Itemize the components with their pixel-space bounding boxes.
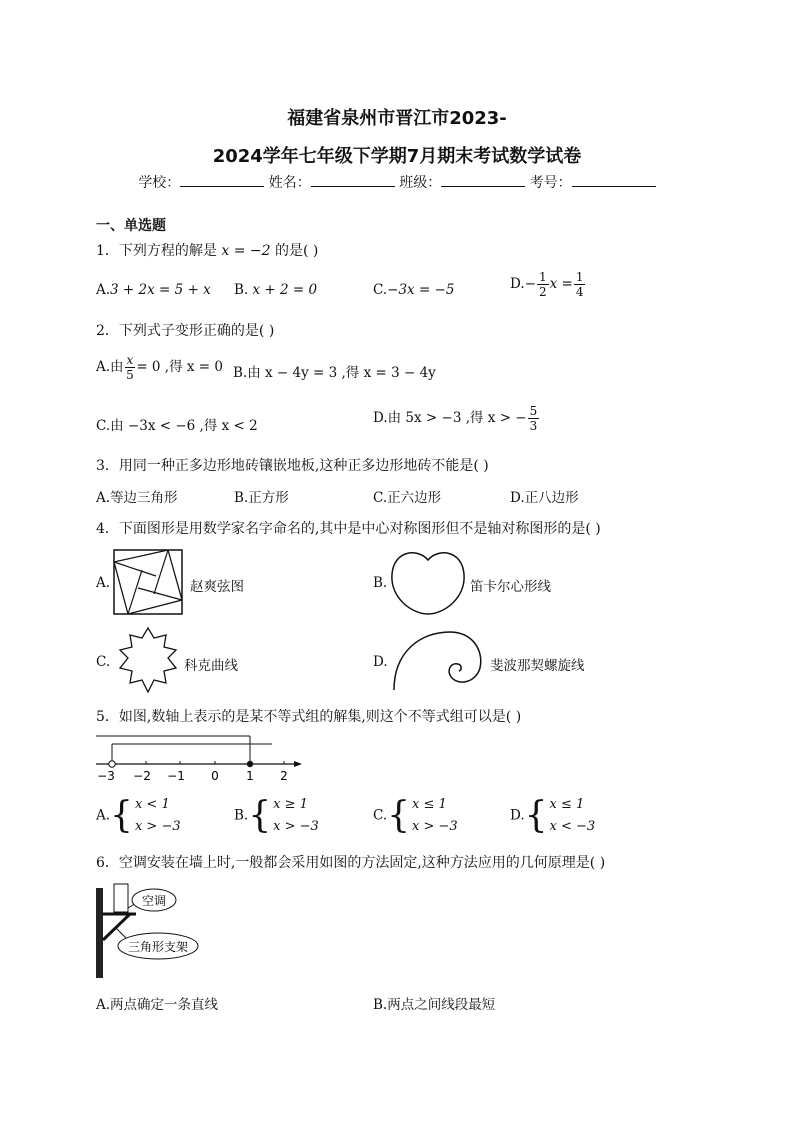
q1-d-num2: 1 xyxy=(575,270,584,284)
q5-d-label: D. xyxy=(510,807,525,824)
q1-c-text: −3x = −5 xyxy=(387,282,455,298)
q5-a-line2: x > −3 xyxy=(134,819,181,834)
tick-label: −1 xyxy=(167,769,185,783)
tick-label: −3 xyxy=(97,769,115,783)
q1-option-c[interactable] xyxy=(373,282,454,298)
q2-option-a[interactable] xyxy=(96,353,223,382)
question-2-stem: 2．下列式子变形正确的是( ) xyxy=(96,323,275,339)
q2-option-d[interactable] xyxy=(373,404,540,433)
q5-c-line1: x ≤ 1 xyxy=(412,797,447,812)
q5-d-line1: x ≤ 1 xyxy=(549,797,585,812)
tick-label: 2 xyxy=(280,769,288,783)
q5-b-line1: x ≥ 1 xyxy=(273,797,308,812)
q1-c-label: C. xyxy=(373,282,388,298)
number-line xyxy=(92,732,306,784)
school-blank[interactable] xyxy=(180,174,264,187)
q3-option-d[interactable]: D.正八边形 xyxy=(510,490,579,506)
student-info-line xyxy=(0,172,794,192)
q4-c-label[interactable]: C. xyxy=(96,654,111,670)
q2-a-post: = 0 ,得 x = 0 xyxy=(136,359,223,375)
name-label: 姓名： xyxy=(268,175,311,191)
class-blank[interactable] xyxy=(441,174,525,187)
bracket-callout-label: 三角形支架 xyxy=(127,940,189,954)
q4-b-text: 笛卡尔心形线 xyxy=(470,579,551,595)
school-label: 学校： xyxy=(138,175,181,191)
q6-option-b[interactable]: B.两点之间线段最短 xyxy=(373,997,496,1013)
q5-d-line2: x < −3 xyxy=(549,819,596,834)
question-1-stem xyxy=(96,240,318,260)
q5-a-system: { x < 1 x > −3 xyxy=(110,795,181,836)
q3-option-a[interactable]: A.等边三角形 xyxy=(96,490,178,506)
q4-a-text: 赵爽弦图 xyxy=(190,579,244,595)
closed-endpoint xyxy=(247,761,253,767)
q1-a-label: A. xyxy=(96,282,111,298)
q5-option-d[interactable] xyxy=(510,794,595,838)
q5-c-label: C. xyxy=(373,807,388,824)
q3-option-b[interactable]: B.正方形 xyxy=(234,490,289,506)
q5-option-c[interactable] xyxy=(373,794,458,838)
q1-option-b[interactable] xyxy=(234,282,317,298)
q2-d-frac xyxy=(528,404,540,433)
exam-number-blank[interactable] xyxy=(572,174,656,187)
fibonacci-spiral xyxy=(390,628,486,694)
q4-d-text: 斐波那契螺旋线 xyxy=(490,658,585,674)
q1-d-den1: 2 xyxy=(538,285,547,299)
q4-d-label[interactable]: D. xyxy=(373,654,388,670)
q1-d-frac1 xyxy=(537,270,549,299)
q5-b-label: B. xyxy=(234,807,249,824)
wall xyxy=(96,888,103,978)
q2-option-b[interactable]: B.由 x − 4y = 3 ,得 x = 3 − 4y xyxy=(233,365,436,381)
name-blank[interactable] xyxy=(311,174,395,187)
q5-b-system: { x ≥ 1 x > −3 xyxy=(248,795,319,836)
q1-d-den2: 4 xyxy=(575,285,584,299)
cardioid-curve xyxy=(388,548,468,618)
q5-a-label: A. xyxy=(96,807,111,824)
class-label: 班级： xyxy=(399,175,442,191)
question-3-stem: 3．用同一种正多边形地砖镶嵌地板,这种正多边形地砖不能是( ) xyxy=(96,458,489,474)
q4-b-label[interactable]: B. xyxy=(373,575,388,591)
q5-d-system: { x ≤ 1 x < −3 xyxy=(524,795,596,836)
tick-label: 1 xyxy=(246,769,254,783)
q3-option-c[interactable]: C.正六边形 xyxy=(373,490,442,506)
q1-stem-text: 1．下列方程的解是 xyxy=(96,243,217,259)
q1-d-sign: − xyxy=(524,276,536,292)
ac-callout-label: 空调 xyxy=(141,894,167,908)
q1-a-text: 3 + 2x = 5 + x xyxy=(110,282,211,298)
question-6-stem: 6．空调安装在墙上时,一般都会采用如图的方法固定,这种方法应用的几何原理是( ) xyxy=(96,855,606,871)
koch-snowflake xyxy=(112,624,184,696)
q5-option-a[interactable] xyxy=(96,794,181,838)
q5-b-line2: x > −3 xyxy=(273,819,319,834)
title-line-1: 福建省泉州市晋江市2023- xyxy=(287,108,507,129)
q5-a-line1: x < 1 xyxy=(134,797,170,812)
q5-option-b[interactable] xyxy=(234,794,319,838)
exam-number-label: 考号： xyxy=(529,175,572,191)
q1-option-a[interactable] xyxy=(96,282,211,298)
q2-a-den: 5 xyxy=(126,368,134,382)
q1-stem-math: x = −2 xyxy=(221,243,271,259)
q1-d-frac2 xyxy=(574,270,586,299)
title-line-2: 2024学年七年级下学期7月期末考试数学试卷 xyxy=(212,146,582,167)
q2-d-num: 5 xyxy=(529,404,538,418)
q2-d-den: 3 xyxy=(529,419,538,433)
q5-c-system: { x ≤ 1 x > −3 xyxy=(387,795,458,836)
tick-label: −2 xyxy=(133,769,151,783)
q2-d-pre: D.由 5x > −3 ,得 x > − xyxy=(373,410,527,426)
q1-d-mid: x = xyxy=(549,276,573,292)
q2-a-num: x xyxy=(126,353,134,367)
q1-option-d[interactable] xyxy=(510,270,586,299)
question-5-stem: 5．如图,数轴上表示的是某不等式组的解集,则这个不等式组可以是( ) xyxy=(96,709,522,725)
q1-b-label: B. xyxy=(234,282,249,298)
q1-d-label: D. xyxy=(510,276,525,292)
q5-c-line2: x > −3 xyxy=(412,819,458,834)
q2-a-pre: A.由 xyxy=(96,359,124,375)
q4-a-label[interactable]: A. xyxy=(96,575,111,591)
tick-label: 0 xyxy=(211,769,219,783)
air-conditioner-box xyxy=(114,884,128,912)
q4-c-text: 科克曲线 xyxy=(184,658,238,674)
question-4-stem: 4．下面图形是用数学家名字命名的,其中是中心对称图形但不是轴对称图形的是( ) xyxy=(96,521,601,537)
open-endpoint xyxy=(109,761,115,767)
zhao-shuang-diagram xyxy=(112,548,186,618)
q2-a-frac xyxy=(125,353,136,382)
q2-option-c[interactable]: C.由 −3x < −6 ,得 x < 2 xyxy=(96,418,258,434)
q1-b-text: x + 2 = 0 xyxy=(252,282,318,298)
q6-option-a[interactable]: A.两点确定一条直线 xyxy=(96,997,219,1013)
air-conditioner-bracket-figure xyxy=(92,880,204,982)
section-heading: 一、单选题 xyxy=(96,218,166,234)
q1-d-num1: 1 xyxy=(538,270,547,284)
q1-stem-end: 的是( ) xyxy=(275,243,319,259)
